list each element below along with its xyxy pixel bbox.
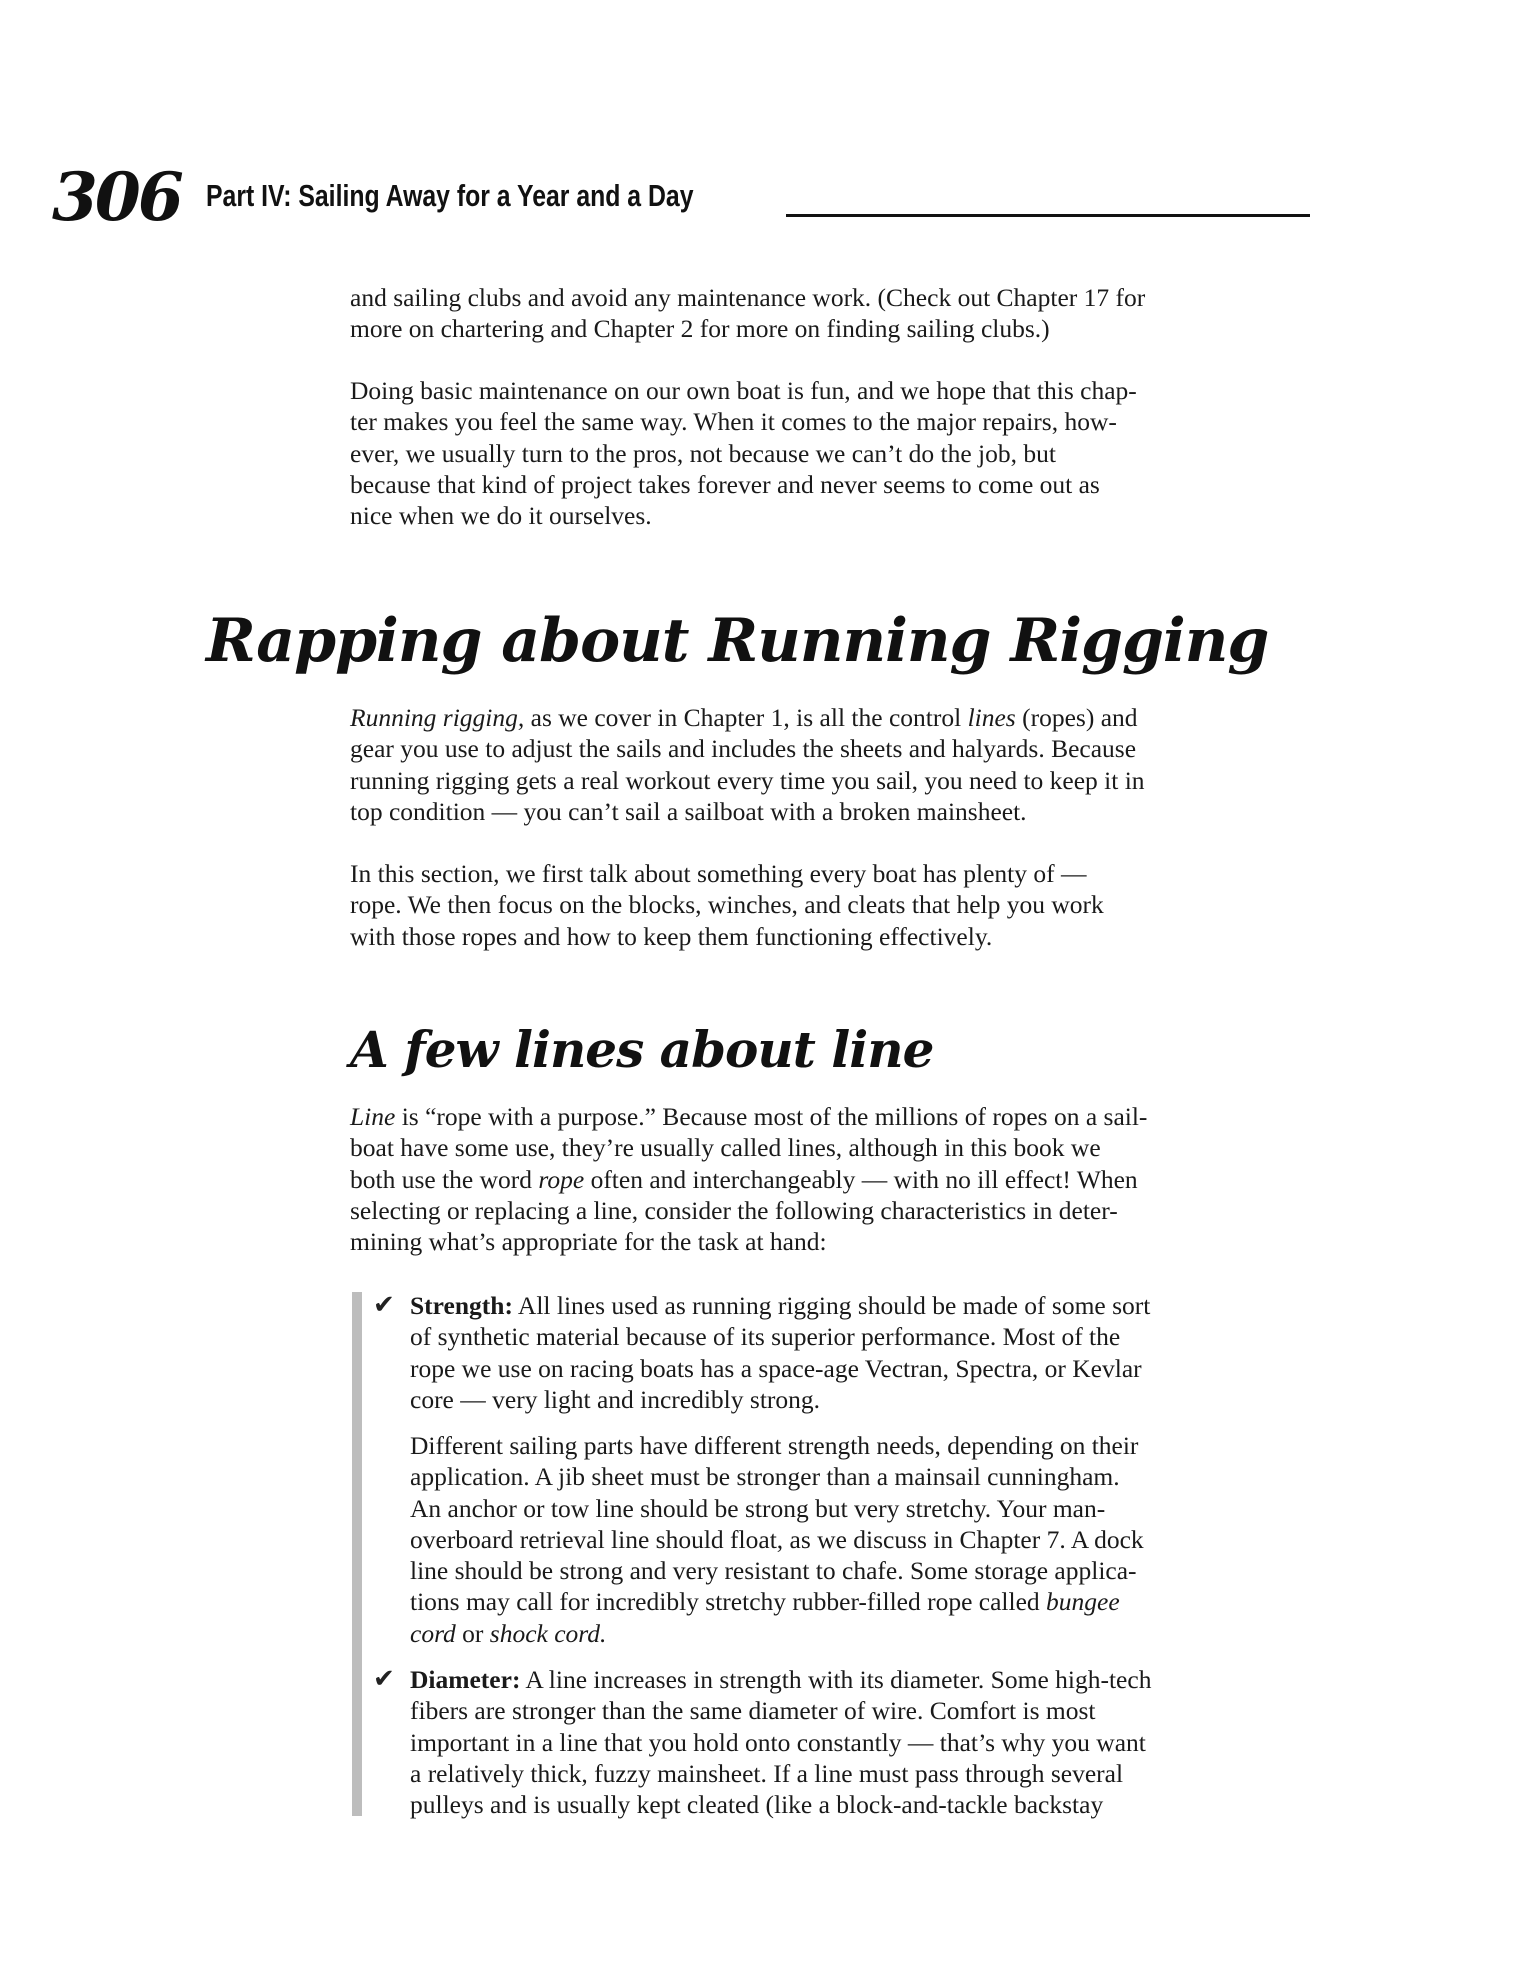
text-run: tions may call for incredibly stretchy rubber-filled rope called [410,1587,1047,1617]
italic-text: rope [538,1164,585,1194]
italic-text: lines [967,703,1016,732]
text-run: as we cover in Chapter 1, is all the control [524,703,968,732]
text-line [410,1618,1144,1649]
italic-text: bungee [1046,1587,1120,1617]
text-line [410,1524,1144,1555]
text-line [350,889,1104,920]
text-line [410,1695,1151,1726]
text-run: core — very light and incredibly strong. [410,1384,821,1414]
text-line [350,313,1145,344]
text-line [350,375,1137,406]
text-run: application. A jib sheet must be stronger than a mainsail cunningham. [410,1462,1120,1492]
text-line [410,1290,1150,1321]
text-line [410,1353,1150,1384]
text-line [410,1321,1150,1352]
text-run: gear you use to adjust the sails and includes the sheets and halyards. Because [350,734,1137,764]
text-line [350,1101,1147,1132]
paragraph [350,858,1104,952]
text-run: An anchor or tow line should be strong but very stretchy. Your man- [410,1493,1106,1523]
text-line [350,1132,1147,1163]
text-line [410,1664,1151,1695]
section-heading: Rapping about Running Rigging [206,606,1269,676]
text-line [350,1195,1147,1226]
bold-term: Diameter: [410,1665,521,1694]
bullet-item-diameter [410,1664,1151,1820]
text-line [410,1384,1150,1415]
text-line [350,796,1145,827]
text-line [350,858,1104,889]
text-line [350,406,1137,437]
text-line [410,1461,1144,1492]
text-run: often and interchangeably — with no ill effect! When [584,1164,1138,1194]
bullet-list-sidebar-bar [352,1292,362,1816]
bullet-item-strength [410,1290,1150,1415]
text-run: with those ropes and how to keep them functioning effectively. [350,921,993,951]
text-run: more on chartering and Chapter 2 for more on finding sailing clubs.) [350,314,1050,344]
text-line [410,1555,1144,1586]
subsection-heading: A few lines about line [350,1020,934,1079]
text-line [350,921,1104,952]
text-run: Doing basic maintenance on our own boat is fun, and we hope that this chap- [350,376,1137,405]
bold-term: Strength: [410,1291,513,1320]
bullet-continuation [410,1430,1144,1649]
text-run: because that kind of project takes forever and never seems to come out as [350,469,1100,499]
text-line [350,500,1137,531]
text-run: both use the word [350,1164,539,1194]
text-run: Different sailing parts have different strength needs, depending on their [410,1431,1139,1460]
page-number: 306 [52,158,181,236]
text-line [350,1164,1147,1195]
italic-text: Line [350,1102,396,1131]
text-run: is “rope with a purpose.” Because most of the millions of ropes on a sail- [395,1102,1148,1131]
paragraph [350,282,1145,345]
text-line [350,469,1137,500]
text-run: selecting or replacing a line, consider the following characteristics in deter- [350,1195,1118,1225]
text-run: All lines used as running rigging should be made of some sort [512,1291,1151,1320]
text-run: mining what’s appropriate for the task at hand: [350,1227,827,1257]
text-run: fibers are stronger than the same diameter of wire. Comfort is most [410,1696,1096,1726]
text-line [410,1789,1151,1820]
paragraph [350,1101,1147,1257]
check-mark-icon: ✔ [373,1290,395,1320]
check-mark-icon: ✔ [373,1664,395,1694]
text-run: ever, we usually turn to the pros, not because we can’t do the job, but [350,438,1056,468]
text-run: a relatively thick, fuzzy mainsheet. If a line must pass through several [410,1758,1124,1788]
text-run: running rigging gets a real workout every time you sail, you need to keep it in [350,765,1145,795]
text-run: important in a line that you hold onto constantly — that’s why you want [410,1727,1146,1757]
text-line [410,1586,1144,1617]
text-line [350,438,1137,469]
italic-text: shock cord. [489,1618,607,1648]
text-run: rope we use on racing boats has a space-age Vectran, Spectra, or Kevlar [410,1353,1142,1383]
text-line [350,702,1145,733]
text-line [350,282,1145,313]
italic-text: cord [410,1618,456,1648]
text-line [350,1226,1147,1257]
text-run: pulleys and is usually kept cleated (like a block-and-tackle backstay [410,1790,1104,1820]
paragraph [350,702,1145,827]
text-run: overboard retrieval line should float, as we discuss in Chapter 7. A dock [410,1524,1144,1554]
text-run: line should be strong and very resistant to chafe. Some storage applica- [410,1556,1137,1586]
text-run: or [455,1618,490,1648]
text-run: In this section, we first talk about something every boat has plenty of — [350,859,1087,888]
text-run: top condition — you can’t sail a sailboat with a broken mainsheet. [350,796,1027,826]
text-run: nice when we do it ourselves. [350,501,652,531]
text-line [410,1493,1144,1524]
text-line [410,1430,1144,1461]
text-line [410,1758,1151,1789]
text-line [410,1727,1151,1758]
text-run: and sailing clubs and avoid any maintenance work. (Check out Chapter 17 for [350,283,1146,312]
text-run: (ropes) and [1015,703,1138,732]
text-line [350,733,1145,764]
text-run: rope. We then focus on the blocks, winches, and cleats that help you work [350,890,1104,920]
text-run: boat have some use, they’re usually called lines, although in this book we [350,1133,1101,1163]
header-rule [786,214,1310,217]
running-head: Part IV: Sailing Away for a Year and a Day [206,178,694,213]
text-run: A line increases in strength with its diameter. Some high-tech [520,1665,1152,1694]
italic-text: Running rigging, [350,703,525,732]
text-run: of synthetic material because of its superior performance. Most of the [410,1322,1121,1352]
paragraph [350,375,1137,531]
text-line [350,765,1145,796]
text-run: ter makes you feel the same way. When it comes to the major repairs, how- [350,407,1117,437]
